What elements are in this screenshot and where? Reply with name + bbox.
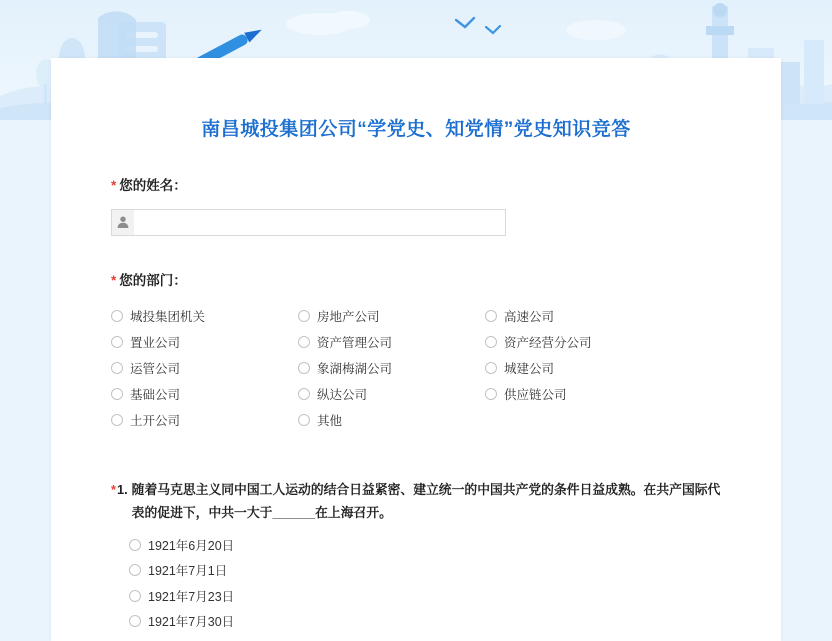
required-asterisk: *	[111, 178, 117, 193]
radio-icon[interactable]	[129, 539, 141, 551]
radio-icon[interactable]	[298, 336, 310, 348]
question-text: 随着马克思主义同中国工人运动的结合日益紧密、建立统一的中国共产党的条件日益成熟。在共产国际代表的促进下，中共一大于______在上海召开。	[131, 482, 721, 520]
department-option[interactable]	[485, 303, 721, 329]
option-label: 供应链公司	[504, 388, 567, 403]
question-number: 1.	[116, 482, 128, 498]
radio-icon[interactable]	[298, 414, 310, 426]
option-label: 城投集团机关	[130, 310, 206, 325]
option-label: 其他	[317, 414, 343, 429]
name-question-label	[111, 175, 721, 197]
option-label: 资产经营分公司	[504, 336, 592, 351]
option-label: 基础公司	[130, 388, 181, 403]
radio-icon[interactable]	[111, 362, 123, 374]
department-label-text: 您的部门：	[119, 272, 187, 288]
option-label: 城建公司	[504, 362, 555, 377]
name-input-wrapper[interactable]	[111, 209, 506, 236]
department-option[interactable]	[298, 355, 485, 381]
option-label: 纵达公司	[317, 388, 368, 403]
department-option[interactable]	[111, 407, 298, 433]
radio-icon[interactable]	[485, 336, 497, 348]
radio-icon[interactable]	[298, 310, 310, 322]
option-label: 房地产公司	[317, 310, 380, 325]
department-option[interactable]	[298, 407, 485, 433]
answer-option[interactable]	[129, 608, 721, 634]
answer-option[interactable]	[129, 583, 721, 609]
form-sheet	[51, 58, 781, 641]
department-option[interactable]	[485, 355, 721, 381]
department-option[interactable]	[298, 329, 485, 355]
option-label: 土开公司	[130, 414, 181, 429]
option-label: 1921年7月30日	[148, 615, 235, 630]
radio-icon[interactable]	[111, 388, 123, 400]
department-option[interactable]	[298, 303, 485, 329]
radio-icon[interactable]	[111, 414, 123, 426]
radio-icon[interactable]	[111, 336, 123, 348]
department-options	[111, 303, 721, 433]
name-input-row	[111, 209, 721, 236]
department-option[interactable]	[111, 381, 298, 407]
user-icon	[112, 210, 134, 235]
radio-icon[interactable]	[485, 362, 497, 374]
department-option[interactable]	[298, 381, 485, 407]
radio-icon[interactable]	[111, 310, 123, 322]
answer-option[interactable]	[129, 557, 721, 583]
department-option[interactable]	[111, 329, 298, 355]
option-label: 运管公司	[130, 362, 181, 377]
required-asterisk: *	[111, 482, 116, 498]
option-label: 1921年7月23日	[148, 589, 235, 604]
radio-icon[interactable]	[129, 590, 141, 602]
grid-spacer	[485, 407, 721, 433]
question-1-options	[111, 532, 721, 634]
required-asterisk: *	[111, 272, 117, 288]
department-option[interactable]	[485, 381, 721, 407]
option-label: 置业公司	[130, 336, 181, 351]
option-label: 1921年7月1日	[148, 564, 228, 579]
radio-icon[interactable]	[129, 615, 141, 627]
option-label: 1921年6月20日	[148, 538, 235, 553]
option-label: 资产管理公司	[317, 336, 393, 351]
form-body	[51, 175, 781, 634]
question-1-header	[111, 479, 721, 524]
department-question-label	[111, 270, 721, 292]
radio-icon[interactable]	[129, 564, 141, 576]
department-option[interactable]	[111, 355, 298, 381]
option-label: 象湖梅湖公司	[317, 362, 393, 377]
name-input[interactable]	[134, 210, 505, 235]
option-label: 高速公司	[504, 310, 555, 325]
radio-icon[interactable]	[485, 310, 497, 322]
page-title: 南昌城投集团公司“学党史、知党情”党史知识竞答	[201, 119, 631, 140]
answer-option[interactable]	[129, 532, 721, 558]
name-label-text: 您的姓名：	[119, 178, 187, 193]
radio-icon[interactable]	[485, 388, 497, 400]
department-option[interactable]	[111, 303, 298, 329]
department-option[interactable]	[485, 329, 721, 355]
radio-icon[interactable]	[298, 362, 310, 374]
radio-icon[interactable]	[298, 388, 310, 400]
